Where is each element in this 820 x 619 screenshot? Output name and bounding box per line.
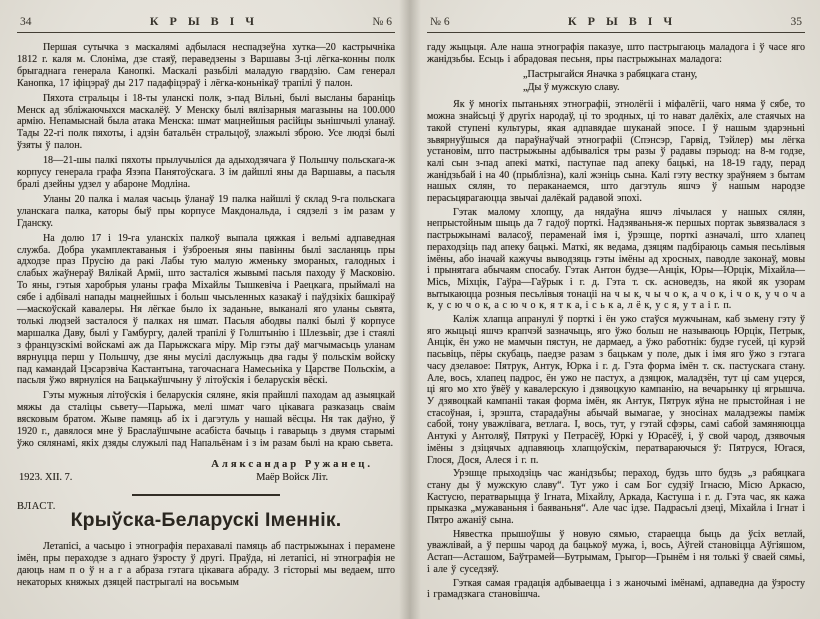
right-page-number: 35 xyxy=(790,16,802,28)
author-margin-note: ВЛАСТ. xyxy=(17,500,57,512)
paragraph: Нявестка прышоўшы ў новую сямью, стараецца быць да ўсіх ветлай, уважлівай, а ў першы чарод да бацькоў мужа, і, вось, Аўгей становіцца Аўгіяшом, Астап—Асташом, Баўтрамей—Бутрымам, Грыгор—Грынём і ня толькі ў сваей сямьі, і але ў суседзяў. xyxy=(427,528,805,575)
verse-line: „Пастрыгайся Яначка з рабяцкага стану, xyxy=(523,69,698,81)
signature-block xyxy=(211,459,391,483)
paragraph: Пяхота стральцы і 18-ты уланскі полк, з-пад Вільні, былі высланы бараніць Менск ад збліжаючыхся маскалёў. У Менску былі вялізарныя магазыны на 100.000 армію. Непамыснай была атака Менска: шмат мацнейшыя расійцы зьнішчылі уланаў. Тады 22-гі полк пяхоты, і адзін батальён стральцоў, злажылі зброю. Усе людзі былі ўзяты ў палон. xyxy=(17,92,395,152)
left-page-number: 34 xyxy=(20,16,32,28)
section-divider xyxy=(132,494,280,496)
right-page-header xyxy=(427,12,805,32)
paragraph: Першая сутычка з маскалямі адбылася неспадзеўна хутка—20 кастрычніка 1812 г. каля м. Слоніма, дзе стаяў, пераведзены з Варшавы 3-ці лёгка-конны полк брыгаднага генерала Канопкі. Маскалі разьбілі маладую гвардзію. Сам генерал Канопка, 17 іфіцэраў ды 217 падафіцэраў і лёгка-коньнікаў трапілі ў палон. xyxy=(17,42,395,89)
issue-number: № 6 xyxy=(430,16,450,28)
paragraph: Як ў многіх пытаньнях этнографіі, этнолёгіі і міфалёгіі, чаго няма ў сябе, то можна знайсьці ў другіх народаў, ці то зродных, ці то нават далёкіх, але стаячых на такой ступені культуры, якая адпавядае шуканай эпосе. І ў нашым здарэньні зьвярнуўшыся да параўнаўчай этнографіі (Спэнсэр, Гарвід, Тэйлер) мы лёгка установім, што пастрыжыны адбываліся тры разы ў радавы пэрыод: на 8-м годзе, калі сын з-пад апекі маткі, паступае пад апеку бацькі, на 18-19 гаду, перад жанідзьбай і на 40 (прыблізна), калі жэніць сына. Калі гэту вестку зраўняем з бытам нашых сялян, то пераканаемся, што дагэтуль яшчэ ў нашым народзе перасьцярагаюцца звычаі далёкай радавой эпохі. xyxy=(427,99,805,205)
ritual-song-verse xyxy=(427,68,805,94)
article-date: 1923. XII. 7. xyxy=(19,471,73,483)
paragraph: Гэтак малому хлопцу, да нядаўна яшчэ лічылася у нашых сялян, непрыстойным шыць да 7 гадоў порткі. Надзяваньня-ж першых портак зьвязвалася з пастрыжынамі валасоў, пераменай імя і, ўрэшце, порткі азначалі, што хлапец пераходзіць пад апеку бацькі. Маткі, як ведама, дзяцям падбіраюць самыя песьлівыя імёны, або іначай кажучы выводзяць гэты імёны ад хросных, паводле законаў, мовы і прынятага абычаям спосабу. Гэтак Антон будзе—Анцік, Юры—Юрцік, Міхайла—Місь, Міхцік, Гаўра—Гаўрык і г. д. Гэта т. ск. асноведзь, на якой як узорам вытыкаюцца розныя песьлівыя тонаціі на ч ы к, ч ы ч о к, а ч о к, і ч о к, у ч о ч а к, у с ю ч о к, а с ю ч о к, я т к а, і с ь к а, л ё к, у с я, у т а і г. п. xyxy=(427,206,805,312)
journal-title: КРЫВІЧ xyxy=(149,14,266,28)
issue-number: № 6 xyxy=(372,16,392,28)
paragraph: Урэшце прыходзіць час жанідзьбы; пераход, будзь што будзь „з рабяцкага стану ды ў мужскую славу“. Тут ужо і сам Бог судзіў Ігнасю, Місю Аркасю, Кастусю, ператварыцца ў Ігната, Міхайлу, Аркада, Кастуша і г. д. Гэта час, як кажа прыказка „мужаваньня і баяваньня“. Але час ідзе. Падрасьлі дзеці, Міхайла і Ігнат і Пятро ажаніў сына. xyxy=(427,468,805,527)
verse-line: „Ды ў мужскую славу. xyxy=(523,82,620,94)
right-page xyxy=(410,0,820,619)
paragraph: гаду жыцьця. Але наша этнографія паказуе, што пастрыгаюць маладога і ў часе яго жанідзьбы. Есьць і абрадовая песьня, пры пастрыжынах маладога: xyxy=(427,42,805,65)
journal-title: КРЫВІЧ xyxy=(567,14,684,28)
header-rule xyxy=(427,32,805,33)
left-page-header xyxy=(17,12,395,32)
article-heading: Крыўска-Беларускі Іменнік. xyxy=(70,508,342,531)
paragraph: Гэты мужныя літоўскія і беларускія сяляне, якія прайшлі паходам ад азыяцкай мяжы да сталіцы сьвету—Парыжа, мелі шмат чаго цікавага разказаць сваім вясковым братом. Жыве памяць аб іх і дагэтуль у нашай вёсцы. Ня так даўно, ў 1920 г., давялося мне ў Браслаўшчыне асабіста бачыць і гаварыць з двумя старымі ўжо сялянамі, якіх дзяды служылі пад Напальёнам і з ім разам былі на краю сьвета. xyxy=(17,390,395,449)
paragraph: 18—21-шы палкі пяхоты прылучыліся да адыходзячага ў Польшчу польскага-ж корпусу генерала графа Язэпа Панятоўскага. З ім дайшлі яны да Варшавы, а пасьля бралі дзейны удзел у абароне Модліна. xyxy=(17,155,395,190)
paragraph: Каліж хлапца апранулі ў порткі і ён ужо стаўся мужчынам, каб зьмену гэту ў яго жыцьці яшчэ крапчэй зазначыць, яго ўжо больш не называюць Юрцік, Петрык, Анцік, ён ужо не мамчын пястун, не дармаед, а ўжо работнік: будзе гусей, ці курэй пасьвіць, пёры скубаць, паедзе разам з бацькам у поле, дык і імя яго ўжо з гэтага часу дзелавое: Пятрук, Антук, Юрка і г. д. Гэта форма імён т. ск. пастускага стану. Але, вось, хлапец падрос, ён ужо не пастух, а дзяцюк, маладзён, тут ці сам уцерся, ці яго мо хто ўвёў у кавалерскую і дзявоцкую кампанію, на вечарынку ці ягрышча. У дзявоцкай кампаніі такая форма імён, як Антук, Пятрук яўна не прыстойная і не стасоўная, і, зрэшта, старадаўны абычай вымагае, у зносінах маладзежы паміж сабой, тону уважлівага, ветлага. І, вось, тут, у гэтай сфэры, самі сабой замяняюцца Антукі у Антоляў, Пятрукі у Петрасёў, Юркі у Юрасёў, і, ў свой чарод, дзявочыя імёны з дзіцячых адпавяюць хлапцоўскім, ператвараючыся ў: Пятруся, Югася, Глося, Дося, Алеся і г. п. xyxy=(427,314,805,466)
signature-name: Аляксандар Ружанец. xyxy=(211,458,373,470)
paragraph: Летапісі, а часьцю і этнографія перахавалі памяць аб пастрыжынах і перамене імён, пры пераходзе з аднаго ўзросту ў другі. Праўда, ні летапісі, ні этнографія не даюць нам п о ў н а г а абраза гэтага цікавага абраду. З гісторыі мы ведаем, што некаторых княжых дзяцей пастрыгалі на восьмым xyxy=(17,540,395,588)
signature-title: Маёр Войск Літ. xyxy=(256,471,329,483)
paragraph: Уланы 20 палка і малая часьць ўланаў 19 палка найшлі ў склад 9-га польскага уланскага палка, каторы быў пры корпусе Макдональда, і сядзелі з ім разам у Гданску. xyxy=(17,193,395,229)
paragraph: Гэткая самая градація адбываецца і з жаночымі імёнамі, адпаведна да ўзросту і грамадзкага становішча. xyxy=(427,577,805,601)
header-rule xyxy=(17,32,395,33)
signature-row xyxy=(19,459,391,483)
paragraph: На долю 17 і 19-га уланскіх палкоў выпала цяжкая і вельмі адпаведная служба. Добра укамплектаваныя і ўзброеныя яны павінны былі засланяць пры адходзе праз Прусію да ракі Лабы тую малую жменьку змораных, галодных і слабых жаўнераў Вялікай Арміі, што засталіся жывымі пасьля паходу ў Масковію. То яны, гэтыя харобрыя уланы графа Міхайлы Тышкевіча і Раецкага, прыймалі на сябе і адбівалі напады мацнейшых і больш чысьленных казакаў і паўдзікіх башкіраў—маскоўскай кавалеры. Ня лёгкае было іх заданьне, выканалі яго уланы сьвята, толькі людзей засталося ў палках ня шмат. Пасьля абодвы палкі былі ў корпусе маршалка Даву, былі у Гамбургу, далей трапілі ў Голштынію і Шлезьвіг, дзе і стаялі з французскімі войскамі аж да Парыжскага міру. Мір гэты даў магчымасьць уланам вярнуцца перш у Польшчу, дзе яны мусілі даслужыць два гады ў польскім войску пад камандай Цэсарэвіча Кастантына, тагочаснага Намесьніка у Царстве Польскім, а пасьля ўжо вярнуліся на Бацькаўшчыну ў літоўскія і беларускія вёскі. xyxy=(17,232,395,387)
